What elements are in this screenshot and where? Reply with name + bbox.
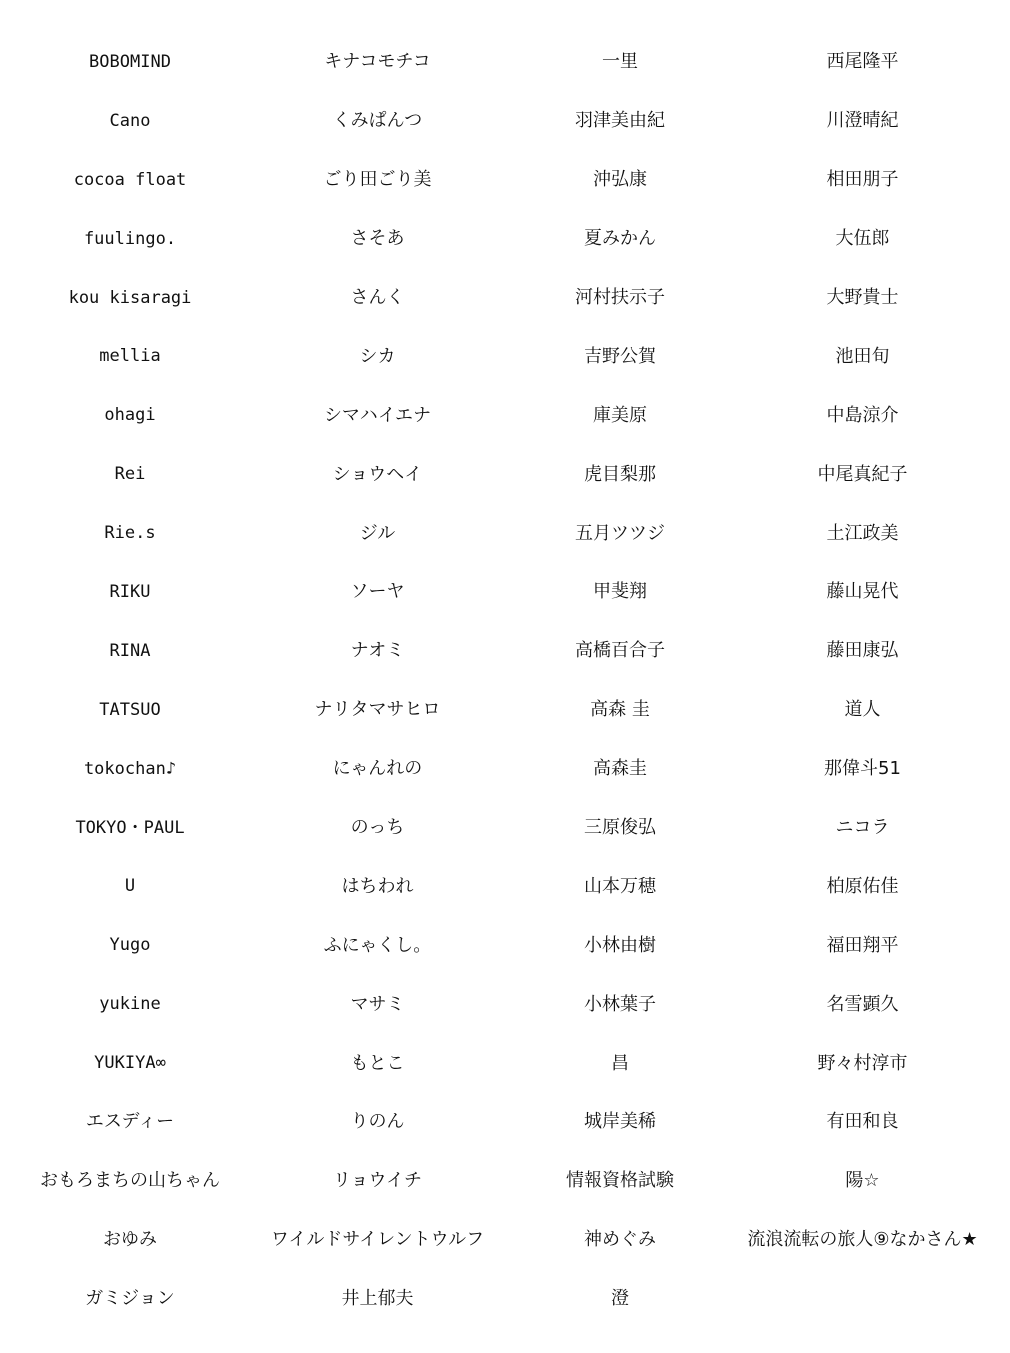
name-cell: yukine [99, 994, 161, 1015]
name-cell: キナコモチコ [324, 51, 431, 73]
name-cell: エスディー [85, 1111, 175, 1133]
name-cell: YUKIYA∞ [94, 1053, 166, 1074]
name-cell: TOKYO・PAUL [75, 817, 185, 838]
name-cell: 那偉斗51 [824, 758, 901, 780]
name-cell: ワイルドサイレントウルフ [270, 1229, 485, 1251]
name-cell: 藤山晃代 [826, 581, 899, 603]
name-cell: Rei [114, 464, 146, 485]
name-cell: Rie.s [104, 523, 156, 544]
name-cell: 相田朋子 [826, 169, 899, 191]
name-cell: シマハイエナ [323, 404, 432, 426]
name-cell: おもろまちの山ちゃん [40, 1170, 220, 1192]
name-cell: 羽津美由紀 [575, 110, 665, 132]
name-cell: 小林由樹 [584, 934, 656, 956]
name-cell: 城岸美稀 [584, 1111, 656, 1133]
name-cell: 高橋百合子 [575, 640, 665, 662]
name-cell: 沖弘康 [593, 169, 647, 191]
name-cell: 土江政美 [826, 522, 899, 544]
name-cell: 庫美原 [593, 404, 647, 426]
name-cell: 井上郁夫 [341, 1288, 414, 1310]
name-cell: のっち [350, 817, 405, 839]
name-cell: くみぱんつ [332, 110, 423, 132]
name-cell: シカ [359, 345, 396, 367]
name-cell: 野々村淳市 [817, 1052, 908, 1074]
name-cell: ショウヘイ [332, 463, 423, 485]
name-cell: 流浪流転の旅人⑨なかさん★ [747, 1229, 978, 1251]
name-cell: おゆみ [103, 1229, 157, 1251]
name-cell: BOBOMIND [89, 51, 171, 72]
name-cell: 中尾真紀子 [817, 463, 908, 485]
name-cell: 虎目梨那 [584, 463, 656, 485]
name-cell: 高森 圭 [590, 699, 650, 721]
name-cell: 西尾隆平 [826, 51, 899, 73]
name-cell: 有田和良 [826, 1111, 899, 1133]
name-cell: ohagi [104, 405, 156, 426]
name-cell: 藤田康弘 [826, 640, 899, 662]
name-cell: 小林葉子 [584, 993, 656, 1015]
name-cell: 中島涼介 [826, 404, 899, 426]
name-cell: Cano [109, 110, 151, 131]
name-cell: 大野貴士 [826, 287, 899, 308]
name-cell: 吉野公賀 [584, 345, 656, 367]
name-cell: さそあ [350, 228, 405, 250]
name-cell: 川澄晴紀 [826, 110, 899, 132]
name-cell: tokochan♪ [83, 758, 177, 779]
name-cell [741, 1270, 984, 1329]
name-cell: Yugo [109, 935, 151, 956]
name-cell: 澄 [611, 1288, 629, 1310]
name-cell: 大伍郎 [835, 228, 890, 250]
name-cell: 池田旬 [835, 345, 890, 367]
name-cell: 名雪顕久 [826, 993, 899, 1015]
name-cell: 一里 [602, 51, 638, 73]
name-cell: 昌 [611, 1052, 629, 1074]
name-cell: ソーヤ [350, 581, 405, 603]
name-cell: 三原俊弘 [584, 817, 656, 839]
name-cell: 山本万穂 [584, 875, 656, 897]
name-cell: 柏原佑佳 [826, 875, 899, 897]
name-cell: TATSUO [99, 699, 161, 720]
name-cell: 夏みかん [584, 228, 656, 250]
name-cell: kou kisaragi [68, 287, 192, 308]
name-cell: ジル [359, 522, 396, 544]
name-cell: mellia [99, 346, 161, 367]
name-cell: さんく [350, 287, 405, 308]
name-cell: 五月ツツジ [575, 522, 665, 544]
name-cell: 甲斐翔 [593, 581, 647, 603]
name-cell: 高森圭 [593, 758, 647, 780]
name-cell: ナオミ [350, 640, 405, 662]
name-cell: RINA [109, 640, 151, 661]
name-cell: U [124, 876, 136, 897]
name-cell: ごり田ごり美 [323, 169, 432, 191]
name-cell: ガミジョン [85, 1288, 175, 1310]
name-list-table [0, 33, 1010, 1329]
name-cell: 河村扶示子 [575, 287, 665, 308]
name-cell: cocoa float [73, 169, 187, 190]
name-cell: 情報資格試験 [566, 1170, 674, 1192]
name-cell: もとこ [350, 1052, 405, 1074]
name-cell: にゃんれの [332, 758, 423, 780]
name-cell: 陽☆ [845, 1170, 880, 1192]
name-cell: 道人 [844, 699, 881, 721]
name-cell: ニコラ [835, 817, 890, 839]
name-cell: ふにゃくし。 [323, 934, 432, 956]
name-cell: りのん [350, 1111, 405, 1133]
name-cell: リョウイチ [333, 1170, 422, 1192]
name-cell: 神めぐみ [584, 1229, 656, 1251]
name-cell: RIKU [109, 581, 151, 602]
name-cell: 福田翔平 [826, 934, 899, 956]
name-cell: ナリタマサヒロ [314, 699, 441, 721]
name-cell: はちわれ [341, 875, 414, 897]
name-cell: マサミ [350, 993, 405, 1015]
name-cell: fuulingo. [83, 228, 177, 249]
